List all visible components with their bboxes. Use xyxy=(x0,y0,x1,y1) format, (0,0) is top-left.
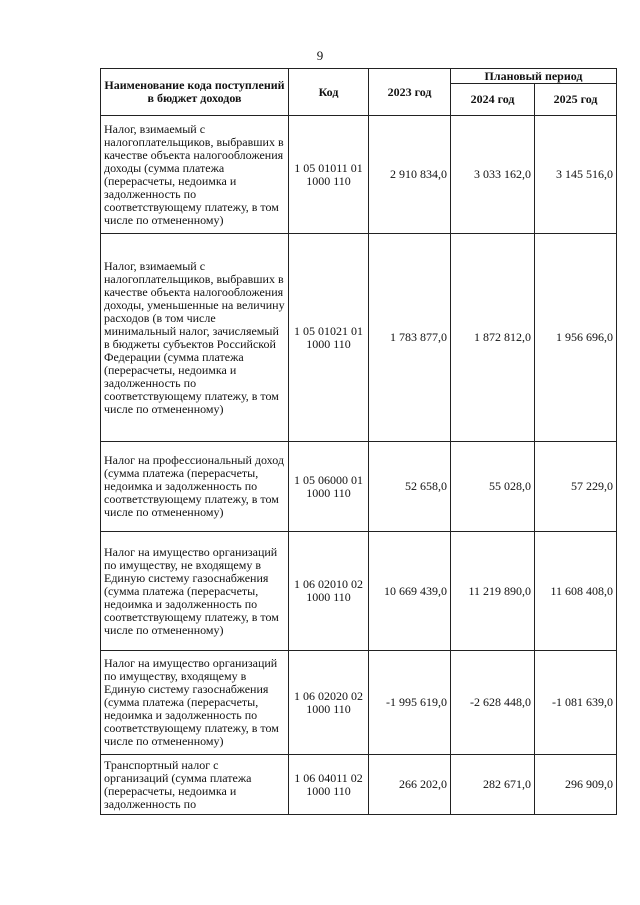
row-value-2023: 52 658,0 xyxy=(369,442,451,532)
row-value-2025: 3 145 516,0 xyxy=(535,116,617,234)
row-code: 1 06 02010 02 1000 110 xyxy=(289,532,369,651)
row-value-2023: 1 783 877,0 xyxy=(369,234,451,442)
row-code: 1 06 04011 02 1000 110 xyxy=(289,755,369,815)
table-row xyxy=(101,116,617,234)
row-code: 1 05 01021 01 1000 110 xyxy=(289,234,369,442)
row-name: Налог, взимаемый с налогоплательщиков, выбравших в качестве объекта налогообложения доходы, уменьшенные на величину расходов (в том числе минимальный налог, зачисляемый в бюджеты субъектов Российской Федерации (сумма платежа (перерасчеты, недоимка и задолженность по соответствующему платежу, в том числе по отмененному) xyxy=(101,234,289,442)
row-name: Налог на имущество организаций по имуществу, входящему в Единую систему газоснабжения (сумма платежа (перерасчеты, недоимка и задолженность по соответствующему платежу, в том числе по отмененному) xyxy=(101,651,289,755)
row-value-2024: 1 872 812,0 xyxy=(451,234,535,442)
table-row xyxy=(101,442,617,532)
header-year-2025: 2025 год xyxy=(535,84,617,116)
row-value-2025: 57 229,0 xyxy=(535,442,617,532)
table-row xyxy=(101,532,617,651)
row-value-2023: 2 910 834,0 xyxy=(369,116,451,234)
row-value-2025: 11 608 408,0 xyxy=(535,532,617,651)
row-value-2025: 1 956 696,0 xyxy=(535,234,617,442)
row-value-2023: 266 202,0 xyxy=(369,755,451,815)
table-row xyxy=(101,234,617,442)
row-code: 1 05 01011 01 1000 110 xyxy=(289,116,369,234)
row-name: Налог на профессиональный доход (сумма платежа (перерасчеты, недоимка и задолженность по соответствующему платежу, в том числе по отмененному) xyxy=(101,442,289,532)
row-value-2024: 55 028,0 xyxy=(451,442,535,532)
row-name: Налог на имущество организаций по имуществу, не входящему в Единую систему газоснабжения (сумма платежа (перерасчеты, недоимка и задолженность по соответствующему платежу, в том числе по отмененному) xyxy=(101,532,289,651)
header-year-2023: 2023 год xyxy=(369,69,451,116)
header-code: Код xyxy=(289,69,369,116)
page-number: 9 xyxy=(316,48,324,63)
row-value-2024: 282 671,0 xyxy=(451,755,535,815)
row-value-2024: 11 219 890,0 xyxy=(451,532,535,651)
row-value-2023: 10 669 439,0 xyxy=(369,532,451,651)
row-value-2025: 296 909,0 xyxy=(535,755,617,815)
header-plan-period: Плановый период xyxy=(451,69,617,84)
row-value-2025: -1 081 639,0 xyxy=(535,651,617,755)
table-row xyxy=(101,755,617,815)
row-name: Транспортный налог с организаций (сумма платежа (перерасчеты, недоимка и задолженность по xyxy=(101,755,289,815)
row-code: 1 05 06000 01 1000 110 xyxy=(289,442,369,532)
row-code: 1 06 02020 02 1000 110 xyxy=(289,651,369,755)
row-value-2023: -1 995 619,0 xyxy=(369,651,451,755)
header-name: Наименование кода поступлений в бюджет доходов xyxy=(101,69,289,116)
row-value-2024: -2 628 448,0 xyxy=(451,651,535,755)
revenue-table xyxy=(100,68,617,815)
table-row xyxy=(101,651,617,755)
row-value-2024: 3 033 162,0 xyxy=(451,116,535,234)
row-name: Налог, взимаемый с налогоплательщиков, выбравших в качестве объекта налогообложения доходы (сумма платежа (перерасчеты, недоимка и задолженность по соответствующему платежу, в том числе по отмененному) xyxy=(101,116,289,234)
header-year-2024: 2024 год xyxy=(451,84,535,116)
